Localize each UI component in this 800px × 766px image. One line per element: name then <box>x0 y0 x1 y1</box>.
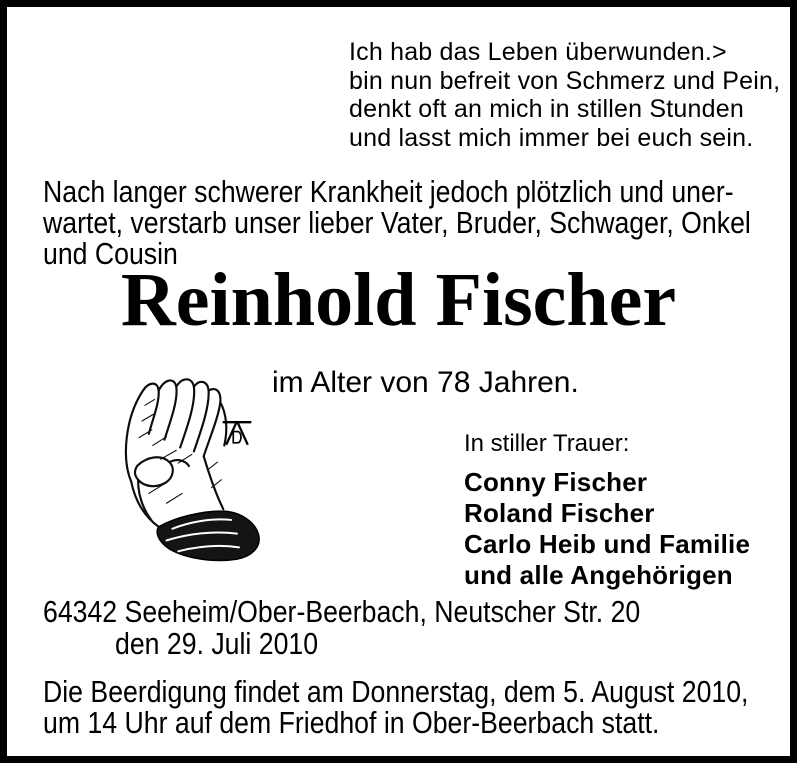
funeral-line: um 14 Uhr auf dem Friedhof in Ober-Beerbach statt. <box>43 705 660 740</box>
mourner-name: Conny Fischer <box>464 467 648 497</box>
mourning-header: In stiller Trauer: <box>464 430 630 457</box>
intro-line: wartet, verstarb unser lieber Vater, Bruder, Schwager, Onkel <box>43 205 751 240</box>
mourner-name: Roland Fischer <box>464 498 655 528</box>
mourner-name: Carlo Heib und Familie <box>464 529 751 559</box>
poem-block <box>349 38 780 152</box>
funeral-block <box>43 676 800 738</box>
funeral-line: Die Beerdigung findet am Donnerstag, dem 5. August 2010, <box>43 674 749 709</box>
poem-line: bin nun befreit von Schmerz und Pein, <box>349 66 781 95</box>
mourner-name: und alle Angehörigen <box>464 560 733 590</box>
date-line: den 29. Juli 2010 <box>115 626 319 661</box>
poem-line: und lasst mich immer bei euch sein. <box>349 123 754 152</box>
deceased-name: Reinhold Fischer <box>120 258 677 342</box>
intro-line: Nach langer schwerer Krankheit jedoch plötzlich und uner- <box>43 174 734 209</box>
praying-hands-icon <box>108 372 270 564</box>
intro-line: und Cousin <box>43 236 178 271</box>
age-line: im Alter von 78 Jahren. <box>272 366 579 399</box>
poem-line: denkt oft an mich in stillen Stunden <box>349 95 744 124</box>
poem-line: Ich hab das Leben überwunden.> <box>349 38 727 66</box>
mourning-block <box>464 429 750 591</box>
address-line: 64342 Seeheim/Ober-Beerbach, Neutscher Str. 20 <box>43 594 641 629</box>
duerer-monogram-icon <box>222 419 252 446</box>
